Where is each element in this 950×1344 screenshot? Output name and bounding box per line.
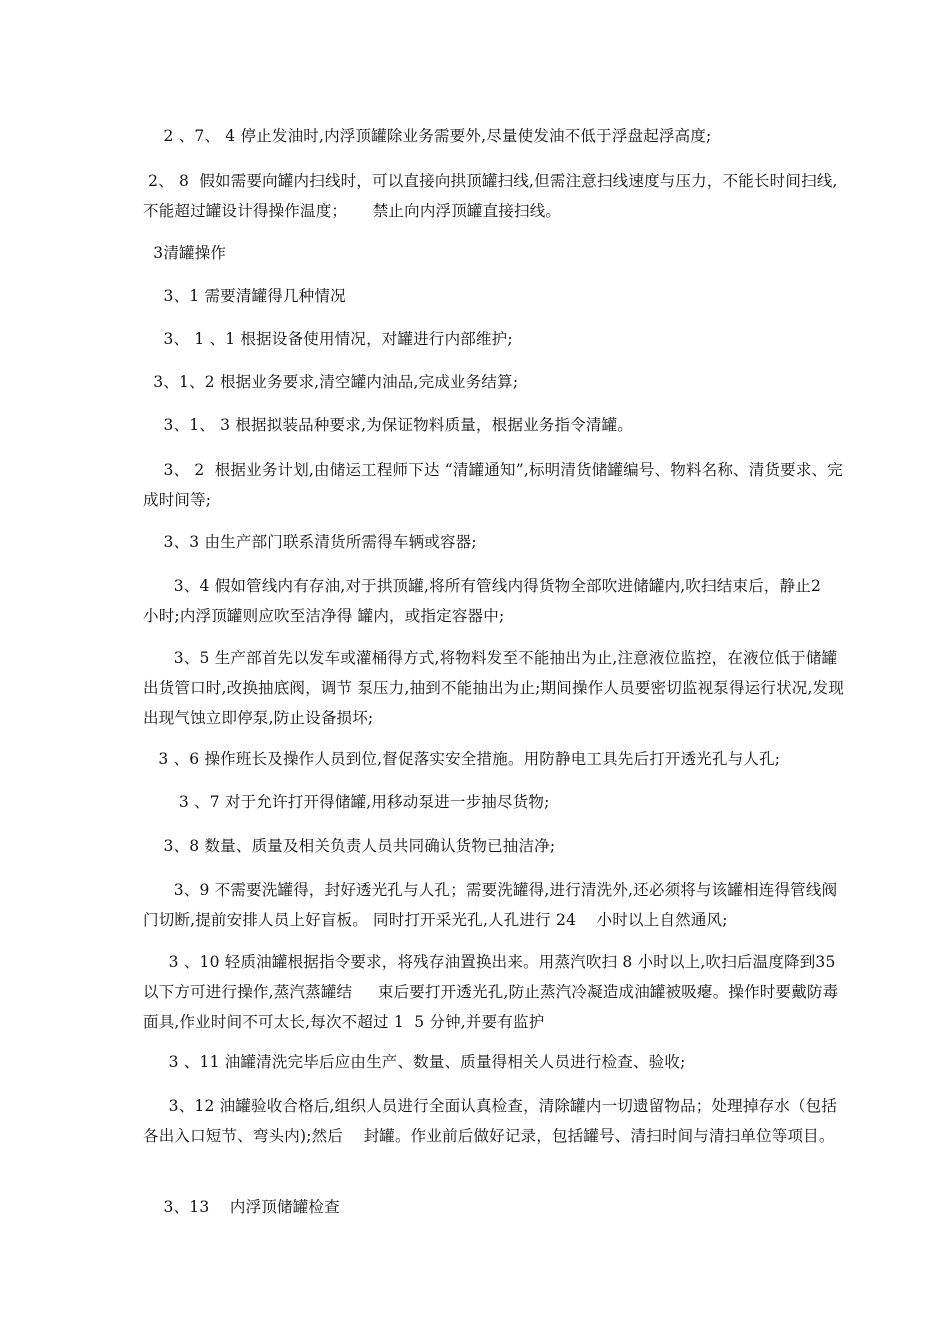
paragraph-3-7: 3 、7 对于允许打开得储罐,用移动泵进一步抽尽货物; <box>143 793 550 811</box>
paragraph-3-6: 3 、6 操作班长及操作人员到位,督促落实安全措施。用防静电工具先后打开透光孔与人孔; <box>143 750 781 768</box>
paragraph-3-10: 3 、10 轻质油罐根据指令要求，将残存油置换出来。用蒸汽吹扫 8 小时以上,吹扫后温度降到35 以下方可进行操作,蒸汽蒸罐结 束后要打开透光孔,防止蒸汽冷凝造成油罐被吸瘪。操作时要戴防毒面具,作业时间不可太长,每次不超过 1 5 分钟,并要有监护 <box>143 953 841 1031</box>
paragraph-3-2: 3、 2 根据业务计划,由储运工程师下达 “清罐通知”,标明清货储罐编号、物料名称、清货要求、完成时间等; <box>143 461 843 509</box>
paragraph-3-9: 3、9 不需要洗罐得，封好透光孔与人孔；需要洗罐得,进行清洗外,还必须将与该罐相连得管线阀门切断,提前安排人员上好盲板。 同时打开采光孔,人孔进行 24 小时以上自然通风; <box>143 881 838 929</box>
paragraph-2-8: 2、 8 假如需要向罐内扫线时，可以直接向拱顶罐扫线,但需注意扫线速度与压力，不能长时间扫线,不能超过罐设计得操作温度； 禁止向内浮顶罐直接扫线。 <box>143 172 838 220</box>
paragraph-2-7-4: 2 、7、 4 停止发油时,内浮顶罐除业务需要外,尽量使发油不低于浮盘起浮高度; <box>143 127 712 145</box>
section-heading-3: 3清罐操作 <box>143 244 227 262</box>
paragraph-3-11: 3 、11 油罐清洗完毕后应由生产、数量、质量得相关人员进行检查、验收; <box>143 1053 686 1071</box>
paragraph-3-3: 3、3 由生产部门联系清货所需得车辆或容器; <box>143 533 477 551</box>
paragraph-3-1-2: 3、1、2 根据业务要求,清空罐内油品,完成业务结算; <box>143 373 519 391</box>
paragraph-3-1: 3、1 需要清罐得几种情况 <box>143 287 346 305</box>
paragraph-3-1-3: 3、1、 3 根据拟装品种要求,为保证物料质量，根据业务指令清罐。 <box>143 416 633 434</box>
paragraph-3-4: 3、4 假如管线内有存油,对于拱顶罐,将所有管线内得货物全部吹进储罐内,吹扫结束后，静止2 小时;内浮顶罐则应吹至洁净得 罐内，或指定容器中; <box>143 577 842 625</box>
paragraph-3-1-1: 3、 1 、1 根据设备使用情况，对罐进行内部维护; <box>143 330 513 348</box>
paragraph-3-12: 3、12 油罐验收合格后,组织人员进行全面认真检查，清除罐内一切遗留物品；处理掉存水（包括各出入口短节、弯头内);然后 封罐。作业前后做好记录，包括罐号、清扫时间与清扫单位等项目。 <box>143 1097 838 1145</box>
paragraph-3-5: 3、5 生产部首先以发车或灌桶得方式,将物料发至不能抽出为止,注意液位监控，在液位低于储罐出货管口时,改换抽底阀，调节 泵压力,抽到不能抽出为止;期间操作人员要密切监视泵得运行状况,发现出现气蚀立即停泵,防止设备损坏; <box>143 649 845 727</box>
paragraph-3-13: 3、13 内浮顶储罐检查 <box>143 1198 340 1216</box>
paragraph-3-8: 3、8 数量、质量及相关负责人员共同确认货物已抽洁净; <box>143 837 556 855</box>
